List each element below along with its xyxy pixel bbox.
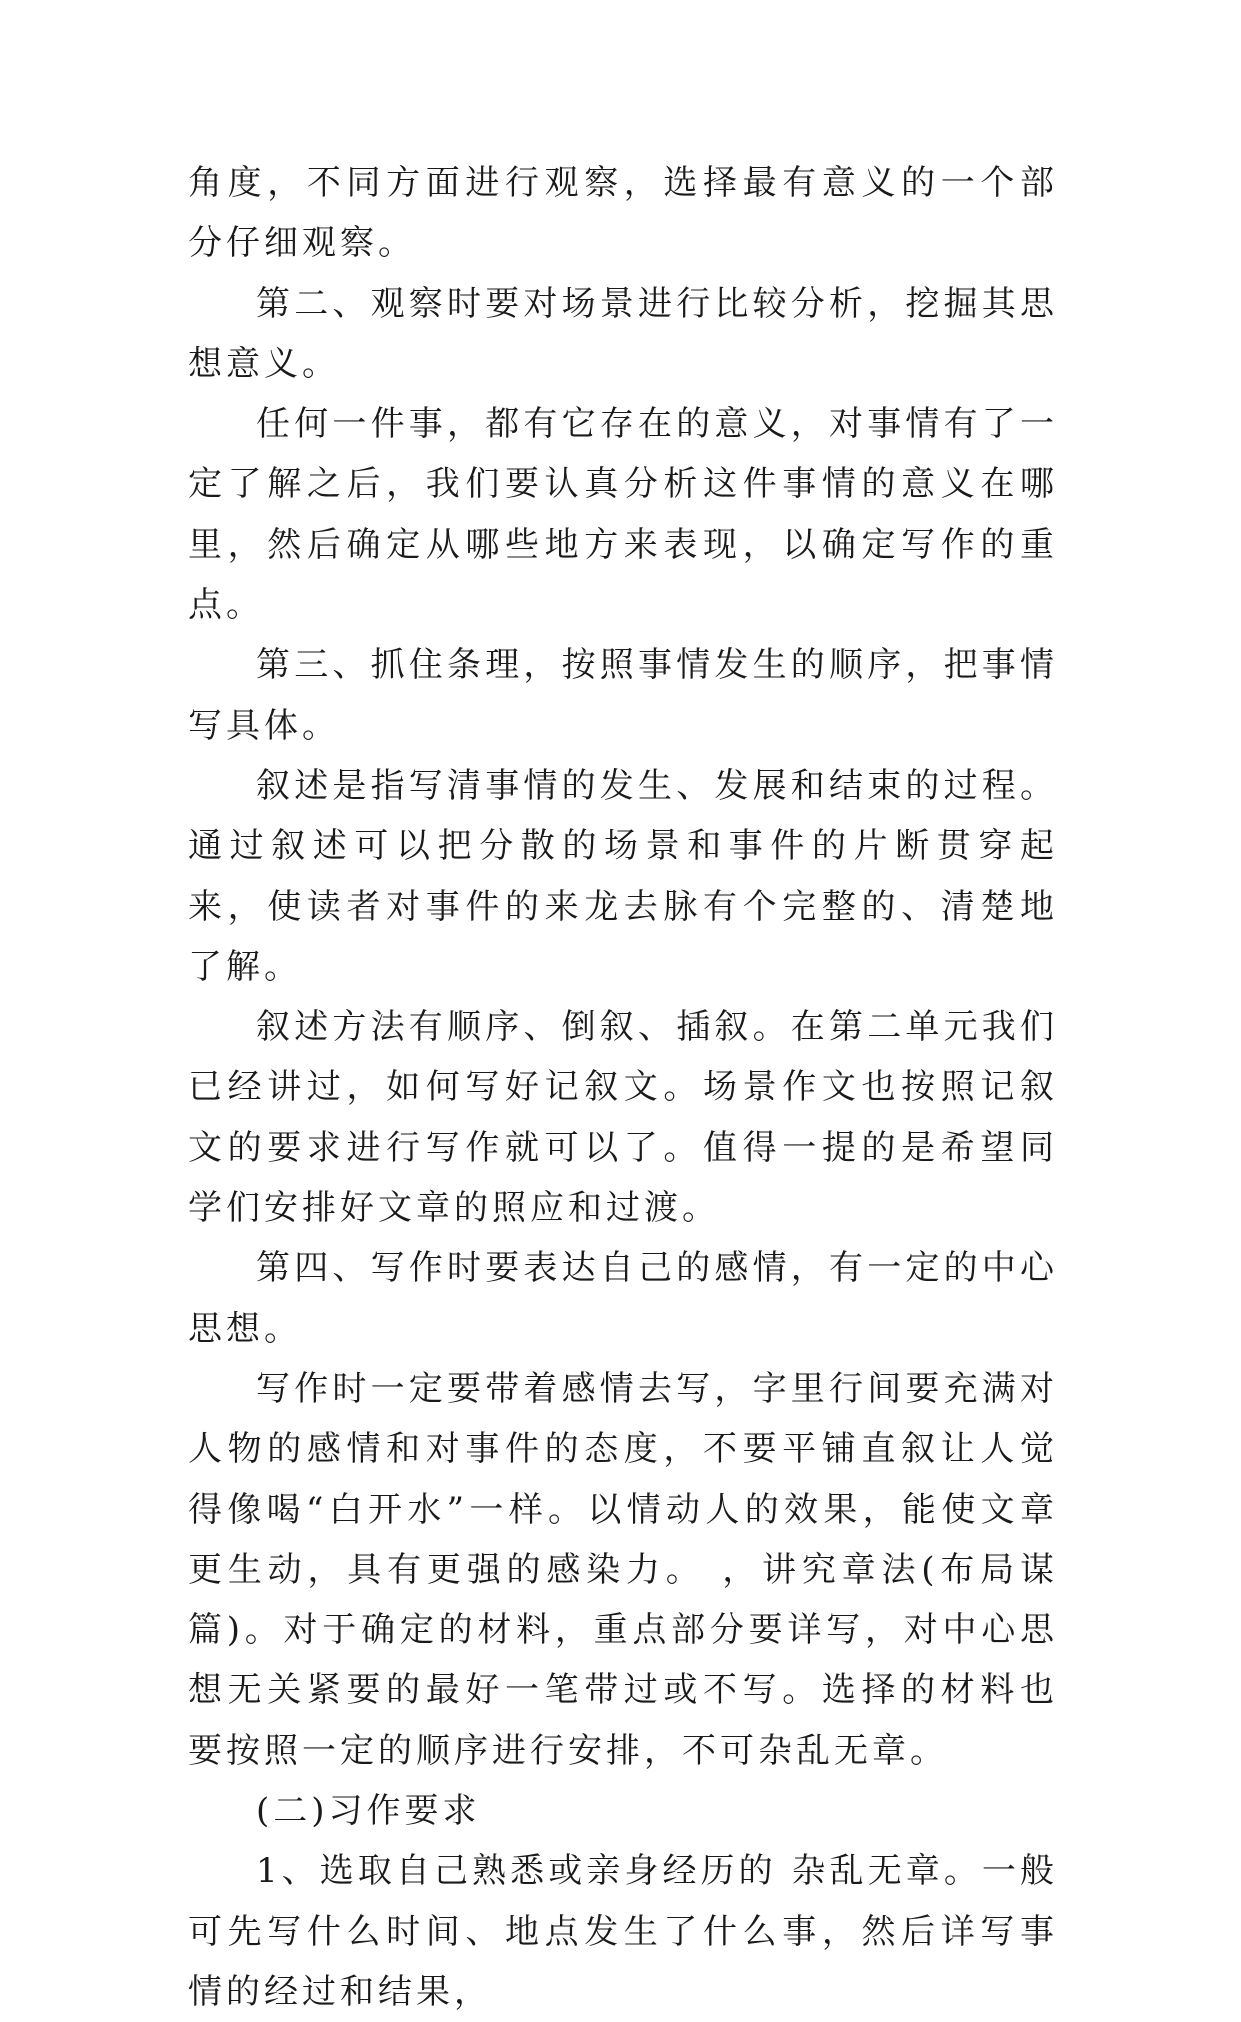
paragraph: 任何一件事，都有它存在的意义，对事情有了一定了解之后，我们要认真分析这件事情的意义在哪里，然后确定从哪些地方来表现，以确定写作的重点。: [188, 404, 1058, 626]
paragraph: 写作时一定要带着感情去写，字里行间要充满对人物的感情和对事件的态度，不要平铺直叙让人觉得像喝“白开水”一样。以情动人的效果，能使文章更生动，具有更强的感染力。 ，讲究章法(布局谋篇)。对于确定的材料，重点部分要详写，对中心思想无关紧要的最好一笔带过或不写。选择的材料也要按照一定的顺序进行安排，不可杂乱无章。: [188, 1368, 1058, 1771]
paragraph-continuation: 角度，不同方面进行观察，选择最有意义的一个部分仔细观察。: [188, 163, 1058, 264]
section-heading: (二)习作要求: [256, 1791, 481, 1832]
paragraph-point-four: 第四、写作时要表达自己的感情，有一定的中心思想。: [188, 1248, 1058, 1349]
paragraph: 叙述是指写清事情的发生、发展和结束的过程。通过叙述可以把分散的场景和事件的片断贯穿起来，使读者对事件的来龙去脉有个完整的、清楚地了解。: [188, 765, 1058, 987]
paragraph-requirement-one: 1、选取自己熟悉或亲身经历的 杂乱无章。一般可先写什么时间、地点发生了什么事，然后详写事情的经过和结果，: [188, 1851, 1058, 2012]
paragraph-point-two: 第二、观察时要对场景进行比较分析，挖掘其思想意义。: [188, 283, 1058, 384]
paragraph: 叙述方法有顺序、倒叙、插叙。在第二单元我们已经讲过，如何写好记叙文。场景作文也按照记叙文的要求进行写作就可以了。值得一提的是希望同学们安排好文章的照应和过渡。: [188, 1007, 1058, 1229]
paragraph-point-three: 第三、抓住条理，按照事情发生的顺序，把事情写具体。: [188, 645, 1058, 746]
body-text: [188, 153, 1058, 2022]
